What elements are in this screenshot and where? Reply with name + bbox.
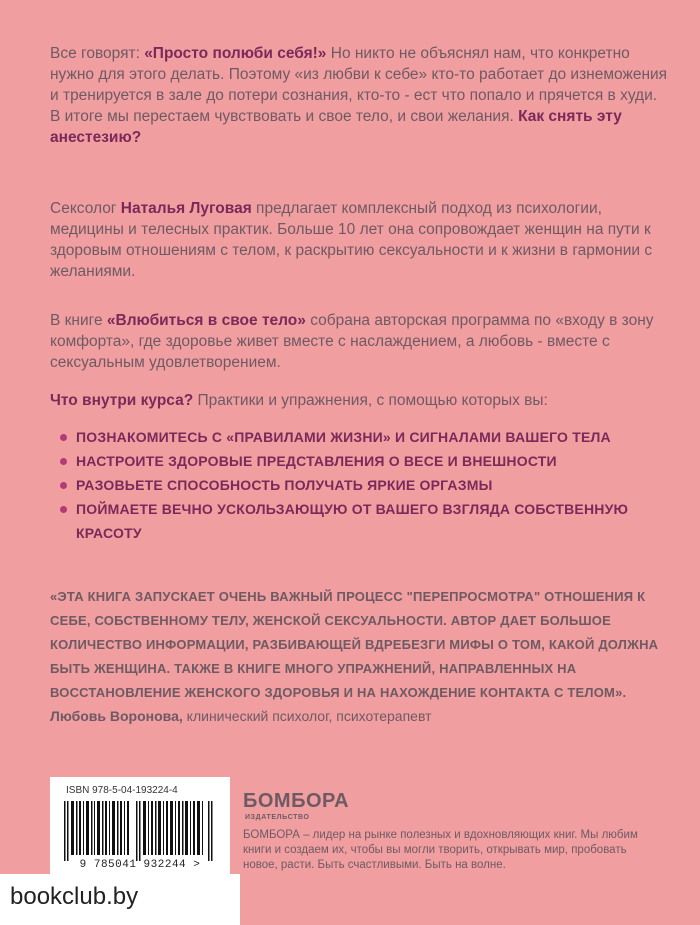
course-question: Что внутри курса? [50, 392, 194, 409]
publisher-blurb: БОМБОРА – лидер на рынке полезных и вдохновляющих книг. Мы любим книги и создаем их, чтобы вы могли творить, открывать мир, пробовать новое, расти. Быть счастливыми. Быть на волне. [243, 829, 638, 871]
barcode-panel [50, 777, 230, 877]
bullet-dot-icon [60, 506, 67, 513]
site-watermark [0, 874, 240, 925]
intro-paragraph [50, 43, 670, 148]
intro-lead-bold: «Просто полюби себя!» [144, 45, 327, 62]
list-item: РАЗОВЬЕТЕ СПОСОБНОСТЬ ПОЛУЧАТЬ ЯРКИЕ ОРГАЗМЫ [50, 473, 650, 497]
bullet-dot-icon [60, 482, 67, 489]
review-attribution [50, 708, 432, 724]
author-paragraph [50, 198, 670, 282]
intro-body: Но никто не объяснял нам, что конкретно нужно для этого делать. Поэтому «из любви к себе» кто-то работает до изнеможения и тренируется в зале до потери сознания, кто-то - ест что попало и прячется в худи. В итоге мы перестаем чувствовать и свое тело, и свои желания. [50, 45, 668, 125]
list-item: НАСТРОИТЕ ЗДОРОВЫЕ ПРЕДСТАВЛЕНИЯ О ВЕСЕ И ВНЕШНОСТИ [50, 449, 650, 473]
course-paragraph [50, 390, 670, 411]
review-quote: «ЭТА КНИГА ЗАПУСКАЕТ ОЧЕНЬ ВАЖНЫЙ ПРОЦЕСС "ПЕРЕПРОСМОТРА" ОТНОШЕНИЯ К СЕБЕ, СОБСТВЕННОМУ ТЕЛУ, ЖЕНСКОЙ СЕКСУАЛЬНОСТИ. АВТОР ДАЕТ БОЛЬШОЕ КОЛИЧЕСТВО ИНФОРМАЦИИ, РАЗБИВАЮЩЕЙ ВДРЕБЕЗГИ МИФЫ О ТОМ, КАКОЙ ДОЛЖНА БЫТЬ ЖЕНЩИНА. ТАКЖЕ В КНИГЕ МНОГО УПРАЖНЕНИЙ, НАПРАВЛЕННЫХ НА ВОССТАНОВЛЕНИЕ ЖЕНСКОГО ЗДОРОВЬЯ И НА НАХОЖДЕНИЕ КОНТАКТА С ТЕЛОМ». [50, 589, 659, 700]
intro-question: Как снять эту анестезию? [50, 108, 622, 146]
book-paragraph [50, 310, 670, 373]
barcode-icon [64, 801, 216, 861]
book-lead: В книге [50, 312, 107, 329]
list-item: ПОЙМАЕТЕ ВЕЧНО УСКОЛЬЗАЮЩУЮ ОТ ВАШЕГО ВЗГЛЯДА СОБСТВЕННУЮ КРАСОТУ [50, 497, 650, 545]
bullet-dot-icon [60, 458, 67, 465]
bullet-dot-icon [60, 434, 67, 441]
intro-lead: Все говорят: [50, 45, 145, 62]
book-body: собрана авторская программа по «входу в зону комфорта», где здоровье живет вместе с наслаждением, а любовь - вместе с сексуальным удовлетворением. [50, 312, 654, 371]
author-lead: Сексолог [50, 200, 121, 217]
author-body: предлагает комплексный подход из психологии, медицины и телесных практик. Больше 10 лет она сопровождает женщин на пути к здоровым отношениям с телом, к раскрытию сексуальности и к жизни в гармонии с желаниями. [50, 200, 653, 280]
list-item: ПОЗНАКОМИТЕСЬ С «ПРАВИЛАМИ ЖИЗНИ» И СИГНАЛАМИ ВАШЕГО ТЕЛА [50, 425, 650, 449]
book-title: «Влюбиться в свое тело» [106, 312, 306, 329]
barcode-digits: 9 785041 932244 > [79, 859, 201, 871]
isbn-text: ISBN 978-5-04-193224-4 [66, 785, 178, 796]
course-body: Практики и упражнения, с помощью которых вы: [193, 392, 548, 409]
reviewer-role: клинический психолог, психотерапевт [182, 708, 432, 724]
watermark-text: bookclub.by [10, 883, 139, 910]
reviewer-name: Любовь Воронова, [50, 708, 183, 724]
publisher-logo: БОМБОРА [243, 790, 350, 812]
author-name: Наталья Луговая [120, 200, 252, 217]
publisher-subtitle: ИЗДАТЕЛЬСТВО [245, 814, 310, 821]
benefits-list [50, 425, 650, 545]
